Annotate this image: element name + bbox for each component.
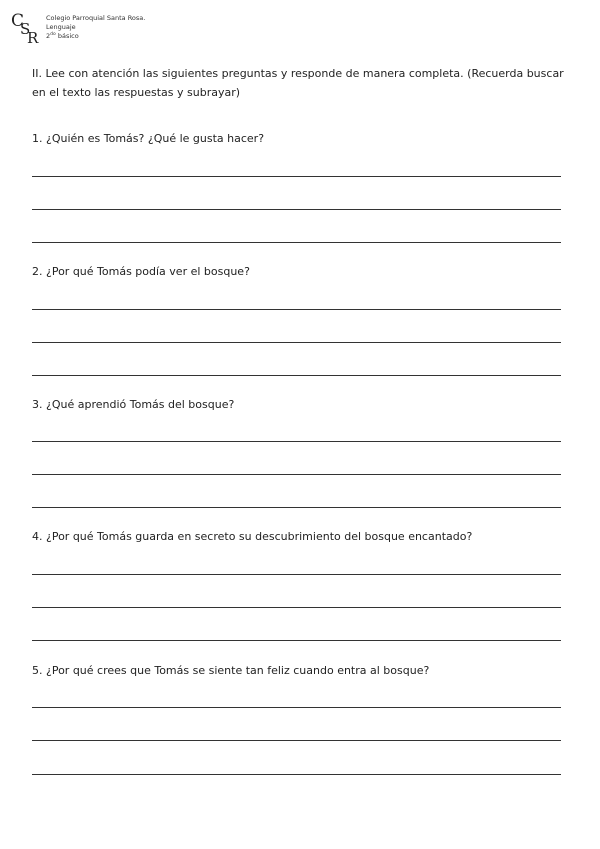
answer-line[interactable] bbox=[32, 574, 561, 575]
answer-line[interactable] bbox=[32, 474, 561, 475]
svg-text:R: R bbox=[27, 29, 39, 44]
answer-line[interactable] bbox=[32, 242, 561, 243]
school-logo bbox=[10, 10, 42, 44]
grade-level: $2^{do}$ básico bbox=[46, 32, 79, 41]
answer-line[interactable] bbox=[32, 342, 561, 343]
question-4: 4. ¿Por qué Tomás guarda en secreto su descubrimiento del bosque encantado? bbox=[32, 530, 473, 543]
question-5: 5. ¿Por qué crees que Tomás se siente tan feliz cuando entra al bosque? bbox=[32, 664, 430, 677]
subject-name: Lenguaje bbox=[46, 22, 76, 31]
answer-line[interactable] bbox=[32, 607, 561, 608]
question-3: 3. ¿Qué aprendió Tomás del bosque? bbox=[32, 398, 235, 411]
answer-line[interactable] bbox=[32, 707, 561, 708]
answer-line[interactable] bbox=[32, 209, 561, 210]
school-info bbox=[46, 14, 145, 41]
answer-line[interactable] bbox=[32, 309, 561, 310]
instructions-text: II. Lee con atención las siguientes preguntas y responde de manera completa. (Recuerda buscar en el texto las respuestas y subrayar) bbox=[32, 67, 564, 99]
school-header bbox=[10, 10, 145, 44]
answer-line[interactable] bbox=[32, 176, 561, 177]
answer-line[interactable] bbox=[32, 441, 561, 442]
school-name: Colegio Parroquial Santa Rosa. bbox=[46, 14, 146, 22]
answer-line[interactable] bbox=[32, 774, 561, 775]
question-2: 2. ¿Por qué Tomás podía ver el bosque? bbox=[32, 265, 250, 278]
answer-line[interactable] bbox=[32, 507, 561, 508]
answer-line[interactable] bbox=[32, 640, 561, 641]
svg-text:S: S bbox=[20, 20, 31, 38]
question-1: 1. ¿Quién es Tomás? ¿Qué le gusta hacer? bbox=[32, 132, 265, 145]
answer-line[interactable] bbox=[32, 740, 561, 741]
svg-text:C: C bbox=[11, 11, 25, 31]
answer-line[interactable] bbox=[32, 375, 561, 376]
